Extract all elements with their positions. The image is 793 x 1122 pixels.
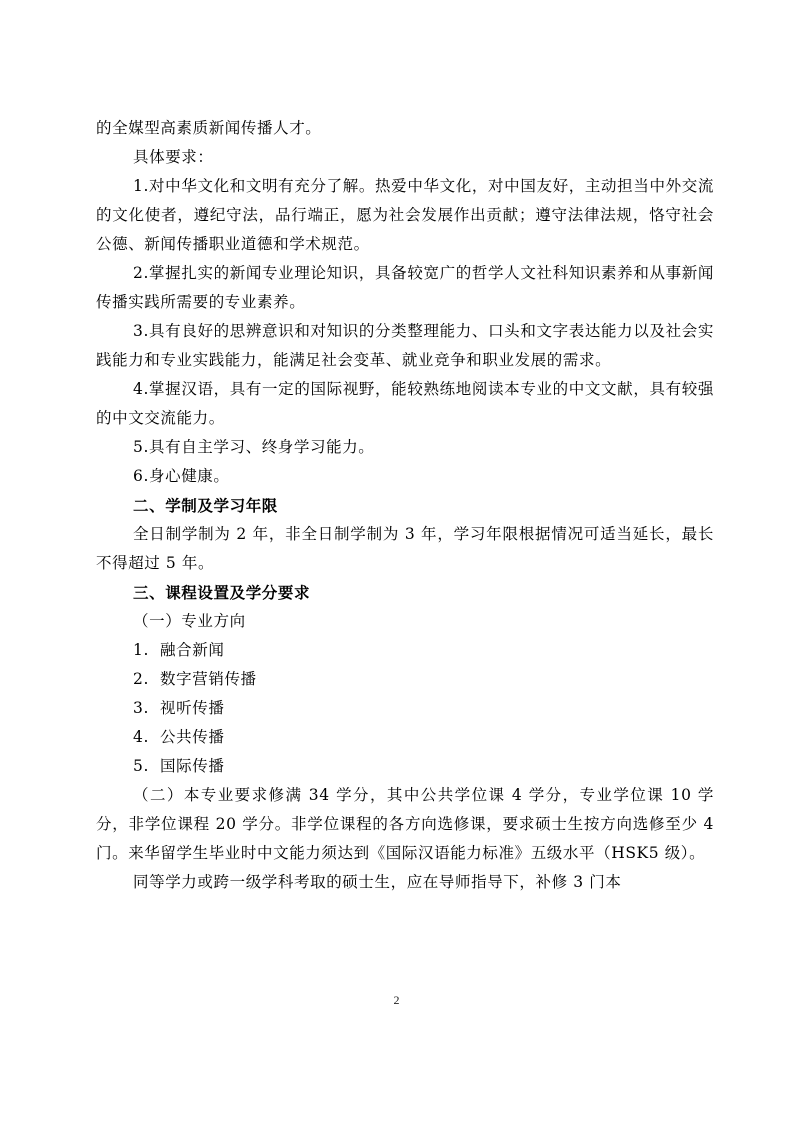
list-item-direction-1: 1. 融合新闻 xyxy=(133,641,225,659)
list-item-direction-5: 5. 国际传播 xyxy=(133,757,225,775)
paragraph-equivalent-students: 同等学力或跨一级学科考取的硕士生，应在导师指导下，补修 3 门本 xyxy=(133,873,622,891)
section-heading-duration: 二、学制及学习年限 xyxy=(133,496,278,515)
subheading-directions: （一）专业方向 xyxy=(133,612,246,630)
paragraph-credit-requirements: （二）本专业要求修满 34 学分，其中公共学位课 4 学分，专业学位课 10 学分，非学位课程 20 学分。非学位课程的各方向选修课，要求硕士生按方向选修至少 4 门。来华留学生毕业时中文能力须达到《国际汉语能力标准》五级水平（HSK5 级）。 xyxy=(96,786,714,862)
list-item-direction-4: 4. 公共传播 xyxy=(133,728,225,746)
paragraph-requirement-4: 4.掌握汉语，具有一定的国际视野，能较熟练地阅读本专业的中文文献，具有较强的中文交流能力。 xyxy=(96,380,714,427)
list-item-direction-3: 3. 视听传播 xyxy=(133,699,225,717)
paragraph-requirement-1: 1.对中华文化和文明有充分了解。热爱中华文化，对中国友好，主动担当中外交流的文化使者，遵纪守法，品行端正，愿为社会发展作出贡献；遵守法律法规，恪守社会公德、新闻传播职业道德和学术规范。 xyxy=(96,177,714,253)
paragraph-requirement-3: 3.具有良好的思辨意识和对知识的分类整理能力、口头和文字表达能力以及社会实践能力和专业实践能力，能满足社会变革、就业竞争和职业发展的需求。 xyxy=(96,322,714,369)
page-number: 2 xyxy=(393,993,400,1007)
list-item-direction-2: 2. 数字营销传播 xyxy=(133,670,257,688)
paragraph-requirement-5: 5.具有自主学习、终身学习能力。 xyxy=(133,438,375,456)
document-body xyxy=(96,114,714,897)
paragraph-continuation: 的全媒型高素质新闻传播人才。 xyxy=(96,119,322,137)
paragraph-requirement-2: 2.掌握扎实的新闻专业理论知识，具备较宽广的哲学人文社科知识素养和从事新闻传播实践所需要的专业素养。 xyxy=(96,264,714,311)
paragraph-requirements-intro: 具体要求： xyxy=(133,148,214,166)
section-heading-curriculum: 三、课程设置及学分要求 xyxy=(133,583,311,602)
paragraph-duration: 全日制学制为 2 年，非全日制学制为 3 年，学习年限根据情况可适当延长，最长不得超过 5 年。 xyxy=(96,525,714,572)
paragraph-requirement-6: 6.身心健康。 xyxy=(133,467,230,485)
